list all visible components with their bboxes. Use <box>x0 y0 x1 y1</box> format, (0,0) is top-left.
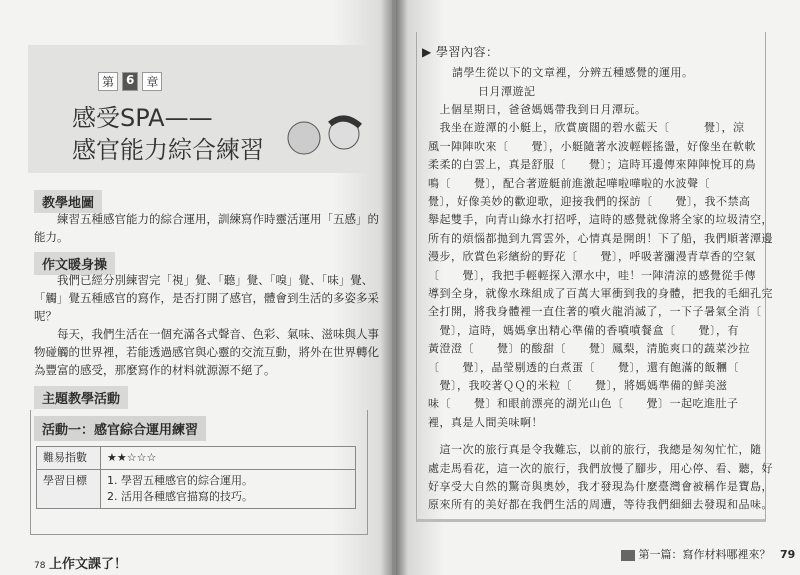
essay-line: 風一陣陣吹來〔 覺〕，小艇隨著水波輕輕搖盪，好像坐在軟軟 <box>428 139 756 153</box>
section-name: 第一篇：寫作材料哪裡來？ <box>638 548 771 561</box>
essay-line: 覺〕，我咬著ＱＱ的米粒〔 覺〕，將媽媽準備的鮮美滋 <box>428 379 728 392</box>
instruction: 請學生從以下的文章裡，分辨五種感覺的運用。 <box>452 66 694 79</box>
essay-line: 全打開，將我身體裡一直住著的噴火龍消滅了，一下子暑氣全消〔 <box>428 305 762 319</box>
essay-line: 柔柔的白雲上，真是舒服〔 覺〕；這時耳邊傳來陣陣悅耳的鳥 <box>428 158 756 172</box>
essay-line: 漫步，欣賞色彩繽紛的野花〔 覺〕，呼吸著瀰漫青草香的空氣 <box>428 250 756 264</box>
page-number: 78 <box>34 561 46 571</box>
table-row <box>37 447 356 470</box>
essay-line: 舉起雙手，向青山綠水打招呼，這時的感覺就像將全家的垃圾清空， <box>428 213 773 227</box>
section-heading-activities: 主題教學活動 <box>34 386 128 409</box>
footer <box>621 546 795 562</box>
essay-line: 黃澄澄〔 覺〕的酸甜〔 覺〕鳳梨，清脆爽口的蔬菜沙拉 <box>428 342 750 356</box>
goals-label: 學習目標 <box>37 470 101 509</box>
essay-line: 裡，真是人間美味啊！ <box>428 415 543 429</box>
essay-line: 處走馬看花，這一次的旅行，我們放慢了腳步，用心停、看、聽，好 <box>428 461 773 475</box>
right-page <box>396 0 800 575</box>
activity-table <box>36 446 356 509</box>
left-page <box>0 0 392 575</box>
warmup-paragraph-2: 每天，我們生活在一個充滿各式聲音、色彩、氣味、滋味與人事物碰觸的世界裡，若能透過感官與心靈的交流互動，將外在世界轉化為豐富的感受，那麼寫作的材料就源源不絕了。 <box>34 327 379 377</box>
teaching-map-block <box>34 210 379 246</box>
teaching-map-text: 練習五種感官能力的綜合運用，訓練寫作時靈活運用「五感」的能力。 <box>34 212 379 244</box>
essay-line: 〔 覺〕，晶瑩剔透的白煮蛋〔 覺〕，還有飽滿的飯糰〔 <box>428 360 739 374</box>
essay-line: 這一次的旅行真是令我難忘，以前的旅行，我總是匆匆忙忙，隨 <box>428 443 762 457</box>
heading-text: 學習內容： <box>436 45 499 59</box>
chapter-number: 6 <box>122 72 138 91</box>
chapter-title-line-1: 感受SPA—— <box>72 104 213 132</box>
essay-line: 覺〕，好像美妙的歡迎歌，迎接我們的探訪〔 覺〕，我不禁高 <box>428 195 751 208</box>
essay-title: 日月潭遊記 <box>478 85 536 98</box>
footer <box>34 553 127 572</box>
difficulty-stars: ★★☆☆☆ <box>101 447 356 470</box>
essay-line: 鳴〔 覺〕，配合著遊艇前進激起嘩啦嘩啦的水波聲〔 <box>428 176 710 190</box>
book-icon <box>621 550 635 561</box>
table-row <box>37 470 356 509</box>
essay-line: 我坐在遊潭的小艇上，欣賞廣闊的碧水藍天〔 覺〕，涼 <box>428 121 745 135</box>
learning-content-heading: ▶ 學習內容： <box>422 45 499 59</box>
goal-item: 2. 活用各種感官描寫的技巧。 <box>107 490 253 503</box>
children-illustration <box>284 112 366 168</box>
book-title: 上作文課了！ <box>48 557 127 572</box>
essay-line: 原來所有的美好都在我們生活的周遭，等待我們細細去發現和品味。 <box>428 498 773 512</box>
goals-list <box>101 470 356 509</box>
warmup-block <box>34 271 379 379</box>
goal-item: 1. 學習五種感官的綜合運用。 <box>107 474 253 487</box>
essay-line: 味〔 覺〕和眼前漂亮的湖光山色〔 覺〕一起吃進肚子 <box>428 397 739 411</box>
difficulty-label: 難易指數 <box>37 447 101 470</box>
chapter-prefix: 第 <box>98 72 118 91</box>
chapter-suffix: 章 <box>142 72 162 91</box>
activity-title: 活動一：感官綜合運用練習 <box>34 416 206 441</box>
chapter-label <box>98 72 162 91</box>
section-heading-warmup: 作文暖身操 <box>34 252 115 275</box>
warmup-paragraph-1: 我們已經分別練習完「視」覺、「聽」覺、「嗅」覺、「味」覺、「觸」覺五種感官的寫作，是否打開了感官，體會到生活的多姿多采呢？ <box>34 273 379 323</box>
essay-line: 好享受大自然的驚奇與奧妙，我才發現為什麼臺灣會被稱作是寶島， <box>428 480 773 493</box>
chapter-title-line-2: 感官能力綜合練習 <box>72 136 264 164</box>
essay-line: 覺〕，這時，媽媽拿出精心準備的香噴噴餐盒〔 覺〕，有 <box>428 323 739 337</box>
essay-line: 導到全身，就像水珠組成了百萬大軍衝到我的身體，把我的毛細孔完 <box>428 287 773 300</box>
essay-line: 上個星期日，爸爸媽媽帶我到日月潭玩。 <box>428 103 647 116</box>
essay-line: 〔 覺〕，我把手輕輕探入潭水中，哇！一陣清涼的感覺從手傳 <box>428 268 756 282</box>
essay-line: 所有的煩惱都拋到九霄雲外，心情真是開朗！下了船，我們順著潭邊 <box>428 231 773 245</box>
page-number: 79 <box>780 548 796 561</box>
section-heading-teaching-map: 教學地圖 <box>34 190 102 213</box>
